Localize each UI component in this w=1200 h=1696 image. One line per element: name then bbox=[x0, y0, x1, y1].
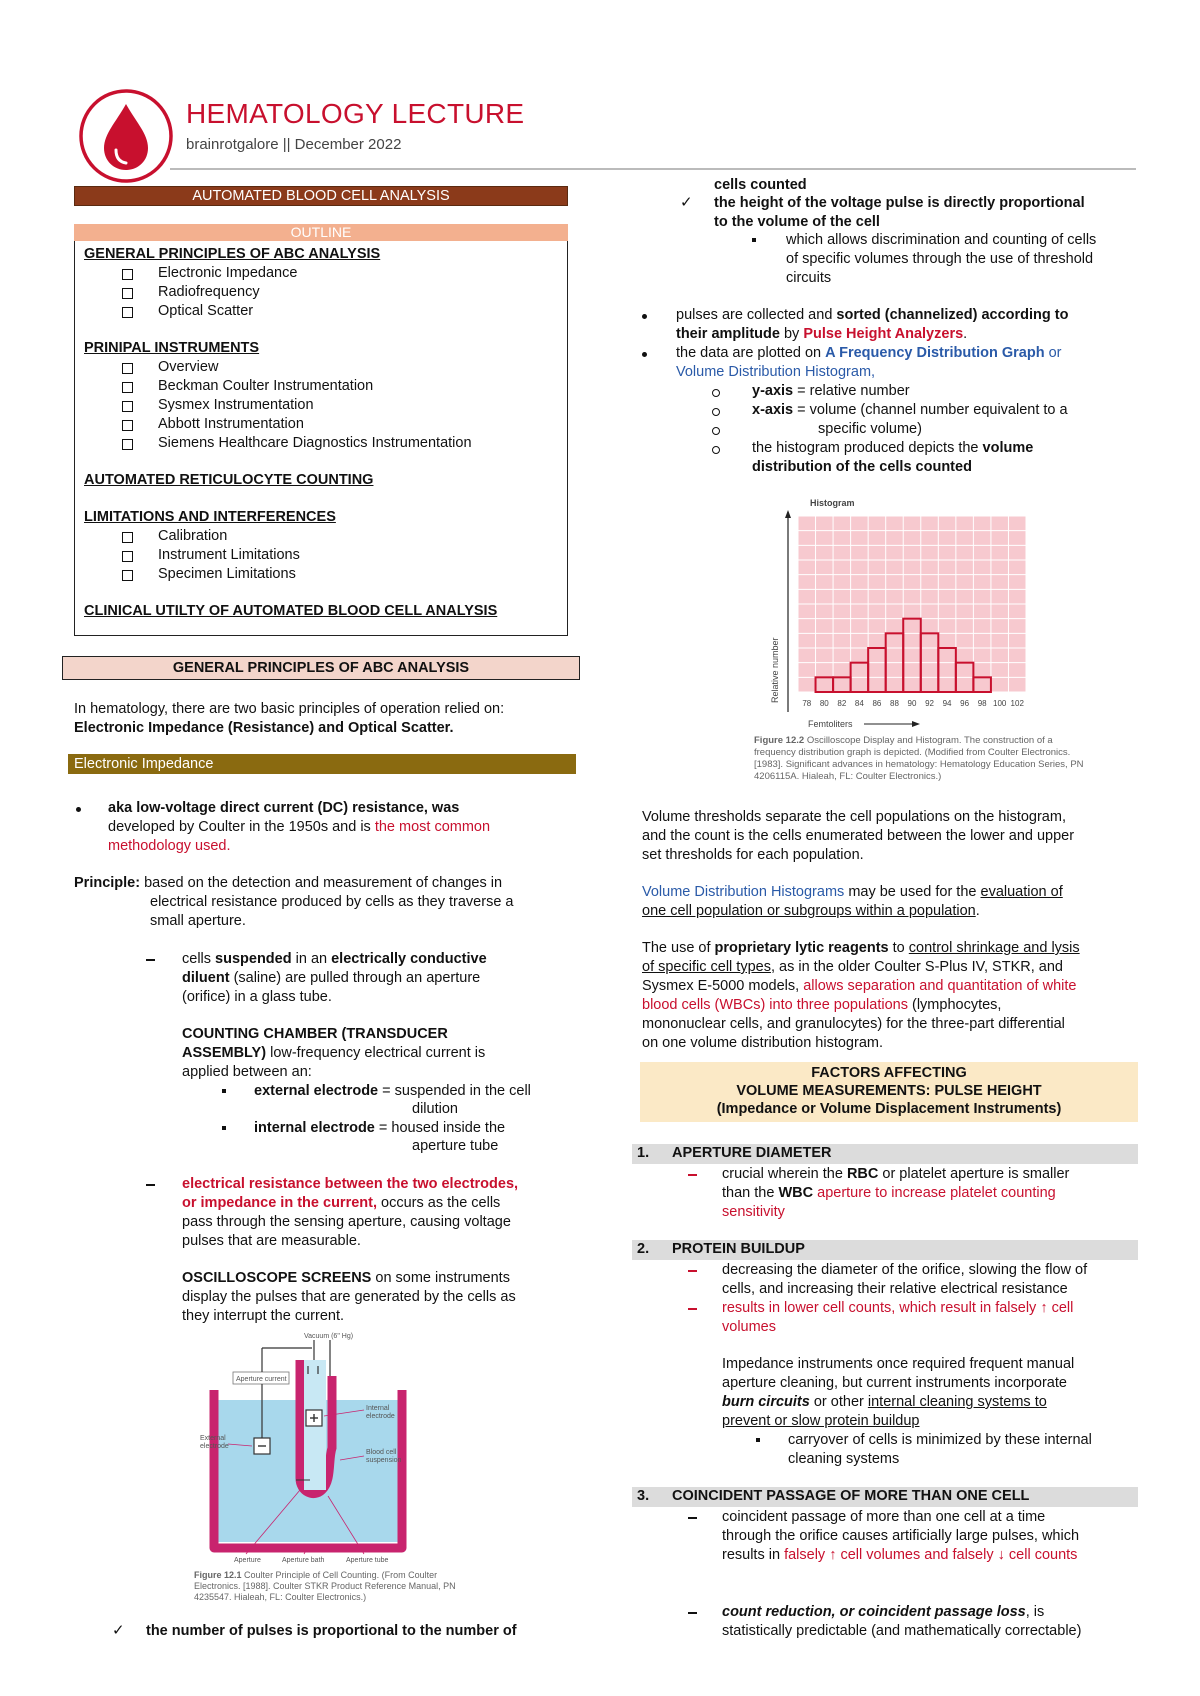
outline-section-title: CLINICAL UTILTY OF AUTOMATED BLOOD CELL ANALYSIS bbox=[84, 603, 498, 619]
subsection-banner-electronic-impedance: Electronic Impedance bbox=[68, 754, 576, 774]
figure-label: electrode bbox=[366, 1413, 395, 1420]
x-tick-label: 82 bbox=[837, 699, 847, 708]
text-line: display the pulses that are generated by the cells as bbox=[182, 1289, 516, 1305]
text-line: to the volume of the cell bbox=[714, 214, 880, 230]
x-tick-label: 88 bbox=[890, 699, 899, 708]
section-banner-abc: AUTOMATED BLOOD CELL ANALYSIS bbox=[74, 186, 568, 206]
text-line: they interrupt the current. bbox=[182, 1308, 344, 1324]
text-line: Volume Distribution Histograms may be used for the evaluation of bbox=[642, 884, 1063, 900]
text-line: sensitivity bbox=[722, 1204, 785, 1220]
text-line: through the orifice causes artificially large pulses, which bbox=[722, 1528, 1080, 1544]
text-line: The use of proprietary lytic reagents to control shrinkage and lysis bbox=[642, 940, 1080, 956]
figure-label: External bbox=[200, 1435, 226, 1442]
header-divider bbox=[170, 168, 1136, 170]
text-line: distribution of the cells counted bbox=[752, 459, 972, 475]
text-line: aperture tube bbox=[412, 1138, 499, 1154]
figure-label: electrode bbox=[200, 1443, 229, 1450]
text-line: of specific volumes through the use of threshold bbox=[786, 251, 1094, 267]
text-line: carryover of cells is minimized by these internal bbox=[788, 1432, 1092, 1448]
text-line: x-axis = volume (channel number equivalent to a bbox=[752, 402, 1068, 418]
text-line: y-axis = relative number bbox=[752, 383, 910, 399]
factor-heading: 3. COINCIDENT PASSAGE OF MORE THAN ONE CELL bbox=[632, 1487, 1138, 1507]
dash-icon bbox=[688, 1612, 697, 1614]
figure-label: suspension bbox=[366, 1457, 402, 1464]
text-line: specific volume) bbox=[818, 421, 922, 437]
figure-label: Vacuum (6" Hg) bbox=[304, 1333, 354, 1340]
section-banner-general: GENERAL PRINCIPLES OF ABC ANALYSIS bbox=[62, 656, 580, 680]
circle-bullet-icon bbox=[712, 408, 720, 416]
text-line: Volume Distribution Histogram, bbox=[676, 364, 876, 380]
text-line: circuits bbox=[786, 270, 832, 286]
text-line: crucial wherein the RBC or platelet aperture is smaller bbox=[722, 1166, 1070, 1182]
text-line: statistically predictable (and mathematically correctable) bbox=[722, 1623, 1082, 1639]
dash-icon bbox=[688, 1308, 697, 1310]
text-line: electrical resistance produced by cells as they traverse a bbox=[150, 894, 514, 910]
text-line: cleaning systems bbox=[788, 1451, 900, 1467]
text-line: pulses that are measurable. bbox=[182, 1233, 361, 1249]
text-line: Principle: based on the detection and measurement of changes in bbox=[74, 875, 503, 891]
text-line: electrical resistance between the two electrodes, bbox=[182, 1176, 519, 1192]
factors-title-line: (Impedance or Volume Displacement Instruments) bbox=[716, 1101, 1062, 1117]
text-line: or impedance in the current, occurs as the cells bbox=[182, 1195, 501, 1211]
x-tick-label: 94 bbox=[942, 699, 952, 708]
factor-heading: 1. APERTURE DIAMETER bbox=[632, 1144, 1138, 1164]
text-line: set thresholds for each population. bbox=[642, 847, 864, 863]
text-line: Sysmex E-5000 models, allows separation and quantitation of white bbox=[642, 978, 1077, 994]
x-tick-label: 86 bbox=[872, 699, 882, 708]
square-bullet-icon bbox=[222, 1126, 226, 1130]
text-line: dilution bbox=[412, 1101, 458, 1117]
text-line: and the count is the cells enumerated between the lower and upper bbox=[642, 828, 1075, 844]
outline-section-title: GENERAL PRINCIPLES OF ABC ANALYSIS bbox=[84, 246, 381, 262]
page-subtitle: brainrotgalore || December 2022 bbox=[186, 136, 402, 153]
square-bullet-icon bbox=[222, 1089, 226, 1093]
text-line: Volume thresholds separate the cell populations on the histogram, bbox=[642, 809, 1066, 825]
text-line: the height of the voltage pulse is directly proportional bbox=[714, 195, 1085, 211]
text-line: which allows discrimination and counting of cells bbox=[786, 232, 1097, 248]
dash-icon bbox=[688, 1270, 697, 1272]
text-line: prevent or slow protein buildup bbox=[722, 1413, 920, 1429]
factors-title-line: VOLUME MEASUREMENTS: PULSE HEIGHT bbox=[736, 1083, 1042, 1099]
text-line: pulses are collected and sorted (channelized) according to bbox=[676, 307, 1069, 323]
text-line: cells suspended in an electrically conductive bbox=[182, 951, 487, 967]
outline-section-title: AUTOMATED RETICULOCYTE COUNTING bbox=[84, 472, 374, 488]
check-icon: ✓ bbox=[112, 1622, 125, 1639]
text-line: aka low-voltage direct current (DC) resistance, was bbox=[108, 800, 460, 816]
x-tick-label: 90 bbox=[907, 699, 917, 708]
factors-title-line: FACTORS AFFECTING bbox=[811, 1065, 967, 1081]
dash-icon bbox=[146, 959, 155, 961]
dash-icon bbox=[146, 1184, 155, 1186]
coulter-principle-figure bbox=[200, 1330, 448, 1566]
outline-section-title: PRINIPAL INSTRUMENTS bbox=[84, 340, 260, 356]
intro-line: In hematology, there are two basic principles of operation relied on: bbox=[74, 701, 505, 717]
x-tick-label: 98 bbox=[977, 699, 987, 708]
text-line: small aperture. bbox=[150, 913, 246, 929]
text-line: count reduction, or coincident passage loss, is bbox=[722, 1604, 1045, 1620]
x-tick-label: 96 bbox=[960, 699, 970, 708]
text-line: OSCILLOSCOPE SCREENS on some instruments bbox=[182, 1270, 510, 1286]
text-line: burn circuits or other internal cleaning systems to bbox=[722, 1394, 1047, 1410]
bullet-icon bbox=[642, 314, 647, 319]
intro-line: Electronic Impedance (Resistance) and Optical Scatter. bbox=[74, 720, 454, 736]
circle-bullet-icon bbox=[712, 446, 720, 454]
factor-heading: 2. PROTEIN BUILDUP bbox=[632, 1240, 1138, 1260]
text-line: applied between an: bbox=[182, 1064, 312, 1080]
figure-label: Aperture tube bbox=[346, 1557, 389, 1564]
figure-label: Internal bbox=[366, 1405, 390, 1412]
circle-bullet-icon bbox=[712, 389, 720, 397]
histogram-figure bbox=[764, 488, 1034, 728]
text-line: the data are plotted on A Frequency Distribution Graph or bbox=[676, 345, 1062, 361]
text-line: results in falsely ↑ cell volumes and falsely ↓ cell counts bbox=[722, 1547, 1078, 1563]
text-line: internal electrode = housed inside the bbox=[254, 1120, 506, 1136]
dash-icon bbox=[688, 1517, 697, 1519]
text-line: than the WBC aperture to increase platelet counting bbox=[722, 1185, 1056, 1201]
page-title: HEMATOLOGY LECTURE bbox=[186, 98, 525, 129]
figure-caption: Figure 12.2 Oscilloscope Display and Histogram. The construction of a frequency distribution graph is depicted. (Modified from Coulter Electronics. [1983]. Significant advances in hematology: Hematology Education Series, PN 4206115A. Hialeah, FL: Coulter Electronics.) bbox=[754, 735, 1084, 782]
text-line: methodology used. bbox=[108, 838, 231, 854]
text-line: COUNTING CHAMBER (TRANSDUCER bbox=[182, 1026, 448, 1042]
text-line: Impedance instruments once required frequent manual bbox=[722, 1356, 1075, 1372]
text-line: of specific cell types, as in the older Coulter S-Plus IV, STKR, and bbox=[642, 959, 1063, 975]
blood-drop-icon bbox=[78, 88, 174, 184]
square-bullet-icon bbox=[756, 1438, 760, 1442]
factors-banner bbox=[640, 1062, 1138, 1122]
text-line: volumes bbox=[722, 1319, 776, 1335]
text-line: cells, and increasing their relative electrical resistance bbox=[722, 1281, 1068, 1297]
text-line: coincident passage of more than one cell at a time bbox=[722, 1509, 1046, 1525]
text-line: one cell population or subgroups within a population. bbox=[642, 903, 980, 919]
text-line: ASSEMBLY) low-frequency electrical current is bbox=[182, 1045, 486, 1061]
chart-title: Histogram bbox=[810, 498, 855, 508]
figure-label: Aperture bath bbox=[282, 1557, 325, 1564]
x-tick-label: 100 bbox=[993, 699, 1007, 708]
x-tick-label: 78 bbox=[802, 699, 812, 708]
x-axis-label: Femtoliters bbox=[808, 719, 853, 728]
bullet-icon bbox=[76, 807, 81, 812]
bullet-icon bbox=[642, 352, 647, 357]
x-tick-label: 102 bbox=[1010, 699, 1024, 708]
text-line: diluent (saline) are pulled through an aperture bbox=[182, 970, 481, 986]
text-line: external electrode = suspended in the cell bbox=[254, 1083, 531, 1099]
outline-section-title: LIMITATIONS AND INTERFERENCES bbox=[84, 509, 336, 525]
figure-label: Aperture current bbox=[236, 1376, 287, 1383]
text-line: the histogram produced depicts the volume bbox=[752, 440, 1034, 456]
text-line: blood cells (WBCs) into three populations (lymphocytes, bbox=[642, 997, 1002, 1013]
outline-box bbox=[74, 224, 568, 636]
circle-bullet-icon bbox=[712, 427, 720, 435]
text-line: pass through the sensing aperture, causing voltage bbox=[182, 1214, 511, 1230]
outline-heading: OUTLINE bbox=[74, 224, 568, 241]
y-axis-label: Relative number bbox=[770, 637, 780, 703]
text-line: results in lower cell counts, which result in falsely ↑ cell bbox=[722, 1300, 1074, 1316]
check-icon: ✓ bbox=[680, 194, 693, 211]
text-line: on one volume distribution histogram. bbox=[642, 1035, 883, 1051]
text-line: their amplitude by Pulse Height Analyzers. bbox=[676, 326, 968, 342]
figure-label: Blood cell bbox=[366, 1449, 397, 1456]
figure-caption: Figure 12.1 Coulter Principle of Cell Counting. (From Coulter Electronics. [1988]. Coulter STKR Product Reference Manual, PN 4235547. Hialeah, FL: Coulter Electronics.) bbox=[194, 1570, 456, 1602]
x-tick-label: 84 bbox=[854, 699, 864, 708]
text-line: the number of pulses is proportional to the number of bbox=[146, 1623, 517, 1639]
text-line: (orifice) in a glass tube. bbox=[182, 989, 332, 1005]
figure-label: Aperture bbox=[234, 1557, 261, 1564]
text-line: decreasing the diameter of the orifice, slowing the flow of bbox=[722, 1262, 1088, 1278]
text-line: developed by Coulter in the 1950s and is the most common bbox=[108, 819, 491, 835]
text-line: mononuclear cells, and granulocytes) for the three-part differential bbox=[642, 1016, 1065, 1032]
x-tick-label: 80 bbox=[819, 699, 829, 708]
dash-icon bbox=[688, 1174, 697, 1176]
text-line: cells counted bbox=[714, 177, 807, 193]
square-bullet-icon bbox=[752, 238, 756, 242]
x-tick-label: 92 bbox=[925, 699, 934, 708]
text-line: aperture cleaning, but current instruments incorporate bbox=[722, 1375, 1067, 1391]
